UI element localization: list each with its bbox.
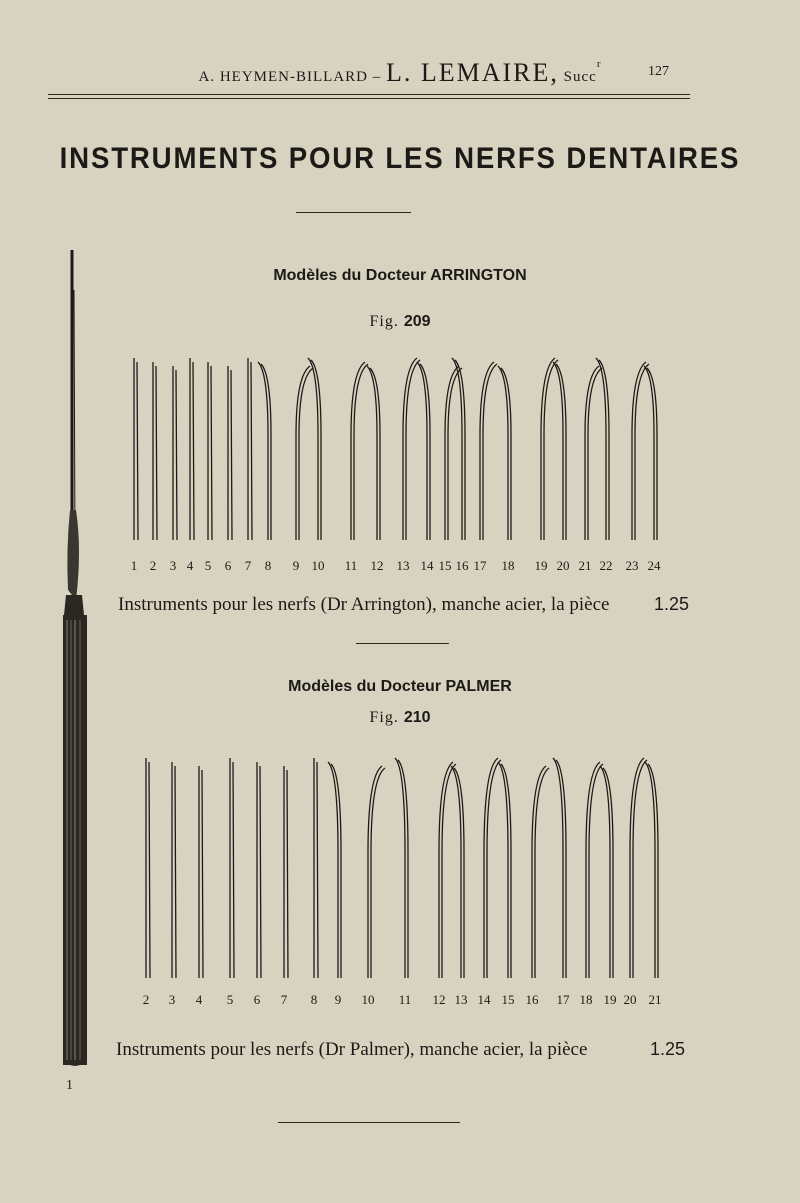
palmer-instrument-1 [146,758,150,978]
arrington-instrument-22 [596,358,609,540]
palmer-instrument-8 [328,762,341,978]
arrington-instrument-6 [228,366,232,540]
palmer-instrument-15 [532,766,549,978]
palmer-number-3: 3 [168,992,176,1007]
palmer-instrument-10 [395,758,408,978]
successor-name: L. LEMAIRE, [385,58,559,87]
palmer-numbers [0,992,800,1010]
arrington-number-1: 1 [130,558,138,573]
arrington-description: Instruments pour les nerfs (Dr Arrington), manche acier, la pièce [118,594,610,615]
palmer-number-5: 5 [226,992,234,1007]
arrington-instrument-12 [367,366,380,540]
arrington-instrument-18 [498,366,511,540]
arrington-instrument-20 [553,362,566,540]
palmer-number-9: 9 [334,992,342,1007]
firm-name: A. HEYMEN-BILLARD [198,69,368,85]
palmer-number-19: 19 [603,992,617,1007]
arrington-instrument-15 [445,366,462,540]
arrington-number-23: 23 [625,558,639,573]
arrington-number-17: 17 [473,558,487,573]
palmer-heading: Modèles du Docteur PALMER [288,678,512,695]
arrington-instrument-23 [632,362,649,540]
palmer-instrument-3 [199,766,203,978]
palmer-number-20: 20 [623,992,637,1007]
arrington-instrument-17 [480,362,497,540]
running-head [0,58,800,88]
palmer-instrument-9 [368,766,385,978]
arrington-instrument-14 [417,362,430,540]
palmer-number-2: 2 [142,992,150,1007]
arrington-number-21: 21 [578,558,592,573]
palmer-number-7: 7 [280,992,288,1007]
palmer-instrument-18 [600,766,613,978]
palmer-number-6: 6 [253,992,261,1007]
arrington-instruments-illustration [120,350,690,550]
arrington-number-4: 4 [186,558,194,573]
header-rule-top [48,94,690,95]
arrington-number-5: 5 [204,558,212,573]
section-rule [356,643,449,644]
handle-label: 1 [66,1078,73,1093]
header-dash: – [372,69,382,85]
arrington-heading: Modèles du Docteur ARRINGTON [273,267,527,284]
arrington-instrument-8 [258,362,271,540]
arrington-number-10: 10 [311,558,325,573]
palmer-instrument-12 [451,766,464,978]
arrington-instrument-16 [452,358,465,540]
arrington-number-20: 20 [556,558,570,573]
instrument-handle-illustration [56,250,96,1070]
palmer-instrument-5 [257,762,261,978]
arrington-instrument-5 [208,362,212,540]
arrington-instrument-21 [585,366,602,540]
palmer-instrument-2 [172,762,176,978]
arrington-number-16: 16 [455,558,469,573]
fig-210-number: 210 [403,709,431,726]
fig-210-prefix: Fig. [369,709,399,726]
palmer-instrument-19 [630,758,647,978]
palmer-instrument-7 [314,758,318,978]
title-rule [296,212,411,213]
arrington-number-11: 11 [344,558,358,573]
palmer-instruments-illustration [130,750,690,985]
arrington-number-13: 13 [396,558,410,573]
arrington-number-2: 2 [149,558,157,573]
arrington-instrument-24 [644,366,657,540]
arrington-number-3: 3 [169,558,177,573]
fig-209-number: 209 [403,313,431,330]
palmer-price-line [116,1039,696,1061]
palmer-instrument-16 [553,758,566,978]
palmer-instrument-17 [586,762,603,978]
arrington-number-14: 14 [420,558,434,573]
arrington-number-9: 9 [292,558,300,573]
arrington-instrument-10 [308,358,321,540]
arrington-instrument-11 [351,362,368,540]
fig-209-prefix: Fig. [369,313,399,330]
arrington-number-12: 12 [370,558,384,573]
palmer-number-17: 17 [556,992,570,1007]
palmer-price: 1.25 [650,1039,686,1059]
succ-abbrev: Succ [563,69,597,85]
palmer-number-13: 13 [454,992,468,1007]
arrington-instrument-19 [541,358,558,540]
palmer-number-21: 21 [648,992,662,1007]
arrington-instrument-3 [173,366,177,540]
palmer-description: Instruments pour les nerfs (Dr Palmer), manche acier, la pièce [116,1039,588,1060]
palmer-number-4: 4 [195,992,203,1007]
arrington-numbers [0,558,800,576]
arrington-number-7: 7 [244,558,252,573]
palmer-instrument-11 [439,762,456,978]
fig-210-caption [300,709,500,727]
arrington-instrument-9 [296,366,313,540]
palmer-number-8: 8 [310,992,318,1007]
arrington-number-6: 6 [224,558,232,573]
arrington-instrument-4 [190,358,194,540]
arrington-price-line [118,594,698,616]
page-title: INSTRUMENTS POUR LES NERFS DENTAIRES [59,142,741,175]
arrington-instrument-1 [134,358,138,540]
arrington-instrument-2 [153,362,157,540]
arrington-number-22: 22 [599,558,613,573]
arrington-instrument-13 [403,358,420,540]
palmer-instrument-20 [645,762,658,978]
arrington-number-15: 15 [438,558,452,573]
palmer-instrument-6 [284,766,288,978]
palmer-number-12: 12 [432,992,446,1007]
arrington-number-24: 24 [647,558,661,573]
header-rule-bottom [48,98,690,99]
arrington-number-19: 19 [534,558,548,573]
arrington-instrument-7 [248,358,252,540]
fig-209-caption [300,313,500,331]
page-number: 127 [648,64,669,79]
palmer-number-16: 16 [525,992,539,1007]
palmer-instrument-14 [498,762,511,978]
palmer-instrument-13 [484,758,501,978]
palmer-number-10: 10 [361,992,375,1007]
palmer-number-15: 15 [501,992,515,1007]
palmer-number-14: 14 [477,992,491,1007]
succ-sup: r [596,58,602,70]
arrington-number-8: 8 [264,558,272,573]
palmer-number-11: 11 [398,992,412,1007]
arrington-price: 1.25 [654,594,690,614]
palmer-number-18: 18 [579,992,593,1007]
bottom-rule [278,1122,460,1123]
arrington-number-18: 18 [501,558,515,573]
palmer-instrument-4 [230,758,234,978]
